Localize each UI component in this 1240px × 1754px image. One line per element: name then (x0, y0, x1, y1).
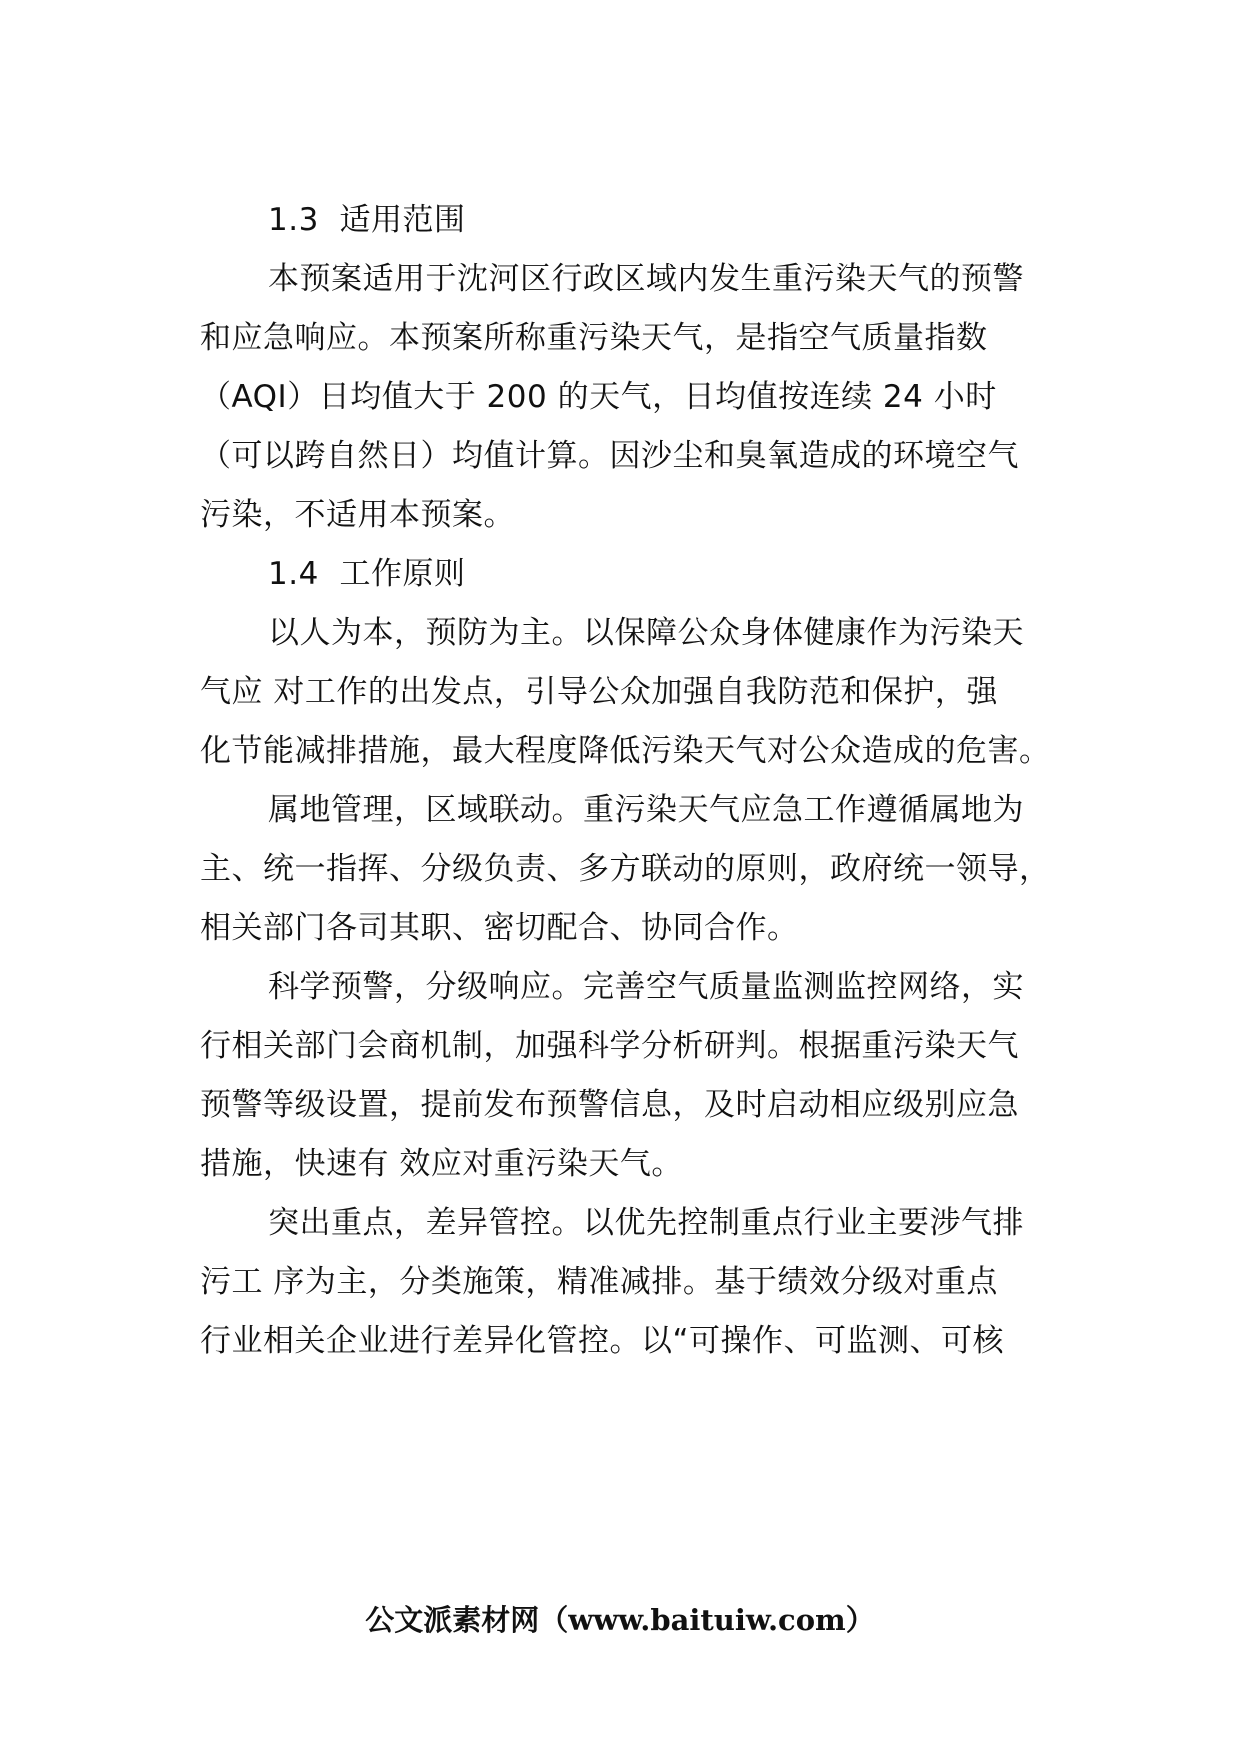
principle-3-line-2: 行相关部门会商机制，加强科学分析研判。根据重污染天气 (200, 1028, 1019, 1064)
scope-line-4: （可以跨自然日）均值计算。因沙尘和臭氧造成的环境空气 (200, 438, 1019, 474)
principle-2-line-3: 相关部门各司其职、密切配合、协同合作。 (200, 910, 799, 946)
scope-line-3: （AQI）日均值大于 200 的天气，日均值按连续 24 小时 (200, 379, 997, 415)
principle-4-line-1: 突出重点，差异管控。以优先控制重点行业主要涉气排 (268, 1205, 1024, 1241)
footer-watermark: 公文派素材网（www.baituiw.com） (365, 1603, 875, 1637)
principle-1-line-1: 以人为本，预防为主。以保障公众身体健康作为污染天 (268, 615, 1024, 651)
section-heading-1-3: 1.3 适用范围 (268, 202, 466, 238)
section-heading-1-4: 1.4 工作原则 (268, 556, 466, 592)
principle-2-line-1: 属地管理，区域联动。重污染天气应急工作遵循属地为 (268, 792, 1024, 828)
principle-4-line-3: 行业相关企业进行差异化管控。以“可操作、可监测、可核 (200, 1323, 1005, 1359)
principle-1-line-2: 气应 对工作的出发点，引导公众加强自我防范和保护，强 (200, 674, 998, 710)
principle-3-line-3: 预警等级设置，提前发布预警信息，及时启动相应级别应急 (200, 1087, 1019, 1123)
principle-1-line-3: 化节能减排措施，最大程度降低污染天气对公众造成的危害。 (200, 733, 1051, 769)
scope-line-5: 污染，不适用本预案。 (200, 497, 515, 533)
principle-2-line-2: 主、统一指挥、分级负责、多方联动的原则，政府统一领导， (200, 851, 1051, 887)
scope-line-2: 和应急响应。本预案所称重污染天气，是指空气质量指数 (200, 320, 988, 356)
scope-line-1: 本预案适用于沈河区行政区域内发生重污染天气的预警 (268, 261, 1024, 297)
principle-3-line-1: 科学预警，分级响应。完善空气质量监测监控网络，实 (268, 969, 1024, 1005)
principle-4-line-2: 污工 序为主，分类施策，精准减排。基于绩效分级对重点 (200, 1264, 998, 1300)
principle-3-line-4: 措施，快速有 效应对重污染天气。 (200, 1146, 683, 1182)
